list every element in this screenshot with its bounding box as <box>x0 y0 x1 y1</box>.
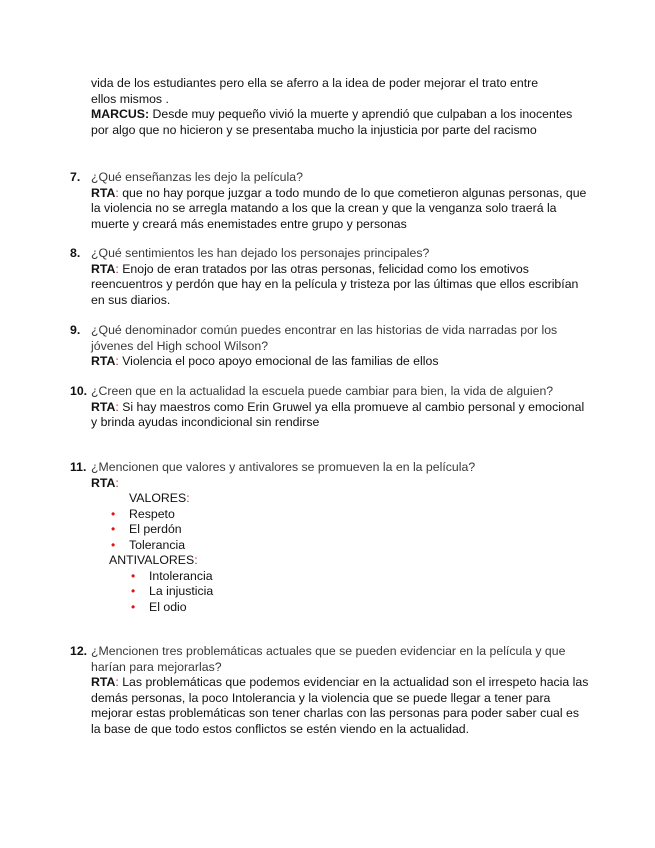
answer-paragraph <box>91 186 591 233</box>
list-item-label: El perdón <box>129 522 182 536</box>
rta-label: RTA <box>91 354 116 368</box>
antivalores-label: ANTIVALORES <box>109 553 195 567</box>
list-item-label: El odio <box>149 599 187 614</box>
rta-colon: : <box>115 399 119 414</box>
rta-label: RTA <box>91 399 116 414</box>
rta-label: RTA <box>91 261 116 276</box>
list-item-label: La injusticia <box>149 584 214 598</box>
marcus-paragraph <box>91 107 591 138</box>
question-number: 11. <box>70 460 87 474</box>
answer-paragraph <box>91 400 591 431</box>
list-item <box>108 522 591 538</box>
answer-paragraph <box>91 354 591 370</box>
intro-line-2: ellos mismos . <box>91 91 169 106</box>
bullet-icon: • <box>111 537 116 552</box>
answer-paragraph <box>91 675 591 737</box>
question-item-10 <box>70 384 591 431</box>
question-number: 9. <box>70 323 81 337</box>
question-item-12 <box>70 644 591 737</box>
antivalores-heading <box>91 553 591 569</box>
rta-colon: : <box>115 475 119 490</box>
question-number: 10. <box>70 384 88 398</box>
answer-text: Violencia el poco apoyo emocional de las familias de ellos <box>118 354 439 368</box>
question-text: ¿Qué denominador común puedes encontrar en las historias de vida narradas por los jóvenes del High school Wilson? <box>91 323 558 353</box>
answer-text: Enojo de eran tratados por las otras personas, felicidad como los emotivos reencuentros y perdón que hay en la película y tristeza por las últimas que ellos escribían en sus diarios. <box>91 261 579 307</box>
question-text: ¿Qué enseñanzas les dejo la película? <box>91 170 303 184</box>
question-number: 8. <box>70 246 81 260</box>
antivalores-list <box>91 569 591 616</box>
rta-colon: : <box>115 185 119 200</box>
intro-text <box>91 76 591 107</box>
answer-paragraph <box>91 476 591 492</box>
valores-heading <box>91 491 591 507</box>
rta-label: RTA <box>91 185 116 200</box>
rta-label: RTA <box>91 675 116 689</box>
antivalores-colon: : <box>194 553 198 567</box>
marcus-label: MARCUS <box>91 107 145 121</box>
question-number: 12. <box>70 644 88 658</box>
question-item-8 <box>70 246 591 308</box>
bullet-icon: • <box>131 599 136 614</box>
question-text: ¿Mencionen que valores y antivalores se promueven la en la película? <box>91 460 476 474</box>
list-item-label: Tolerancia <box>129 537 186 552</box>
bullet-icon: • <box>111 506 116 521</box>
list-item <box>108 507 591 523</box>
list-item-label: Intolerancia <box>149 568 213 583</box>
question-text: ¿Mencionen tres problemáticas actuales que se pueden evidenciar en la película y que harían para mejorarlas? <box>91 644 566 674</box>
rta-label: RTA <box>91 475 116 490</box>
rta-colon: : <box>115 675 119 689</box>
question-text: ¿Qué sentimientos les han dejado los personajes principales? <box>91 246 430 260</box>
list-item-label: Respeto <box>129 506 175 521</box>
bullet-icon: • <box>131 568 136 583</box>
list-item <box>128 600 591 616</box>
question-item-9 <box>70 323 591 370</box>
list-item <box>128 569 591 585</box>
question-item-11 <box>70 460 591 615</box>
marcus-text: Desde muy pequeño vivió la muerte y aprendió que culpaban a los inocentes por algo que no hicieron y se presentaba mucho la injusticia por parte del racismo <box>91 107 573 137</box>
intro-block <box>70 76 591 138</box>
list-item <box>108 538 591 554</box>
answer-paragraph <box>91 262 591 309</box>
marcus-colon: : <box>144 107 150 121</box>
valores-label: VALORES <box>129 491 187 505</box>
bullet-icon: • <box>111 522 116 536</box>
list-item <box>128 584 591 600</box>
answer-text: Si hay maestros como Erin Gruwel ya ella promueve al cambio personal y emocional y brinda ayudas incondicional sin rendirse <box>91 399 585 429</box>
rta-colon: : <box>115 354 119 368</box>
question-item-7 <box>70 170 591 232</box>
answer-text: que no hay porque juzgar a todo mundo de lo que cometieron algunas personas, que la violencia no se arregla matando a los que la crean y que la venganza solo traerá la muerte y creará más enemistades entre grupo y personas <box>91 185 587 231</box>
answer-text: Las problemáticas que podemos evidenciar en la actualidad son el irrespeto hacia las demás personas, la poco Intolerancia y la violencia que se puede llegar a tener para mejorar estas problemáticas son tener charlas con las personas para poder saber cual es la base de que todo estos conflictos se estén viendo en la actualidad. <box>91 675 589 736</box>
intro-line-1: vida de los estudiantes pero ella se aferro a la idea de poder mejorar el trato entre <box>91 76 539 90</box>
question-text: ¿Creen que en la actualidad la escuela puede cambiar para bien, la vida de alguien? <box>91 384 554 398</box>
valores-colon: : <box>186 491 190 505</box>
rta-colon: : <box>115 261 119 276</box>
valores-list <box>91 507 591 554</box>
bullet-icon: • <box>131 584 136 598</box>
question-number: 7. <box>70 170 81 184</box>
